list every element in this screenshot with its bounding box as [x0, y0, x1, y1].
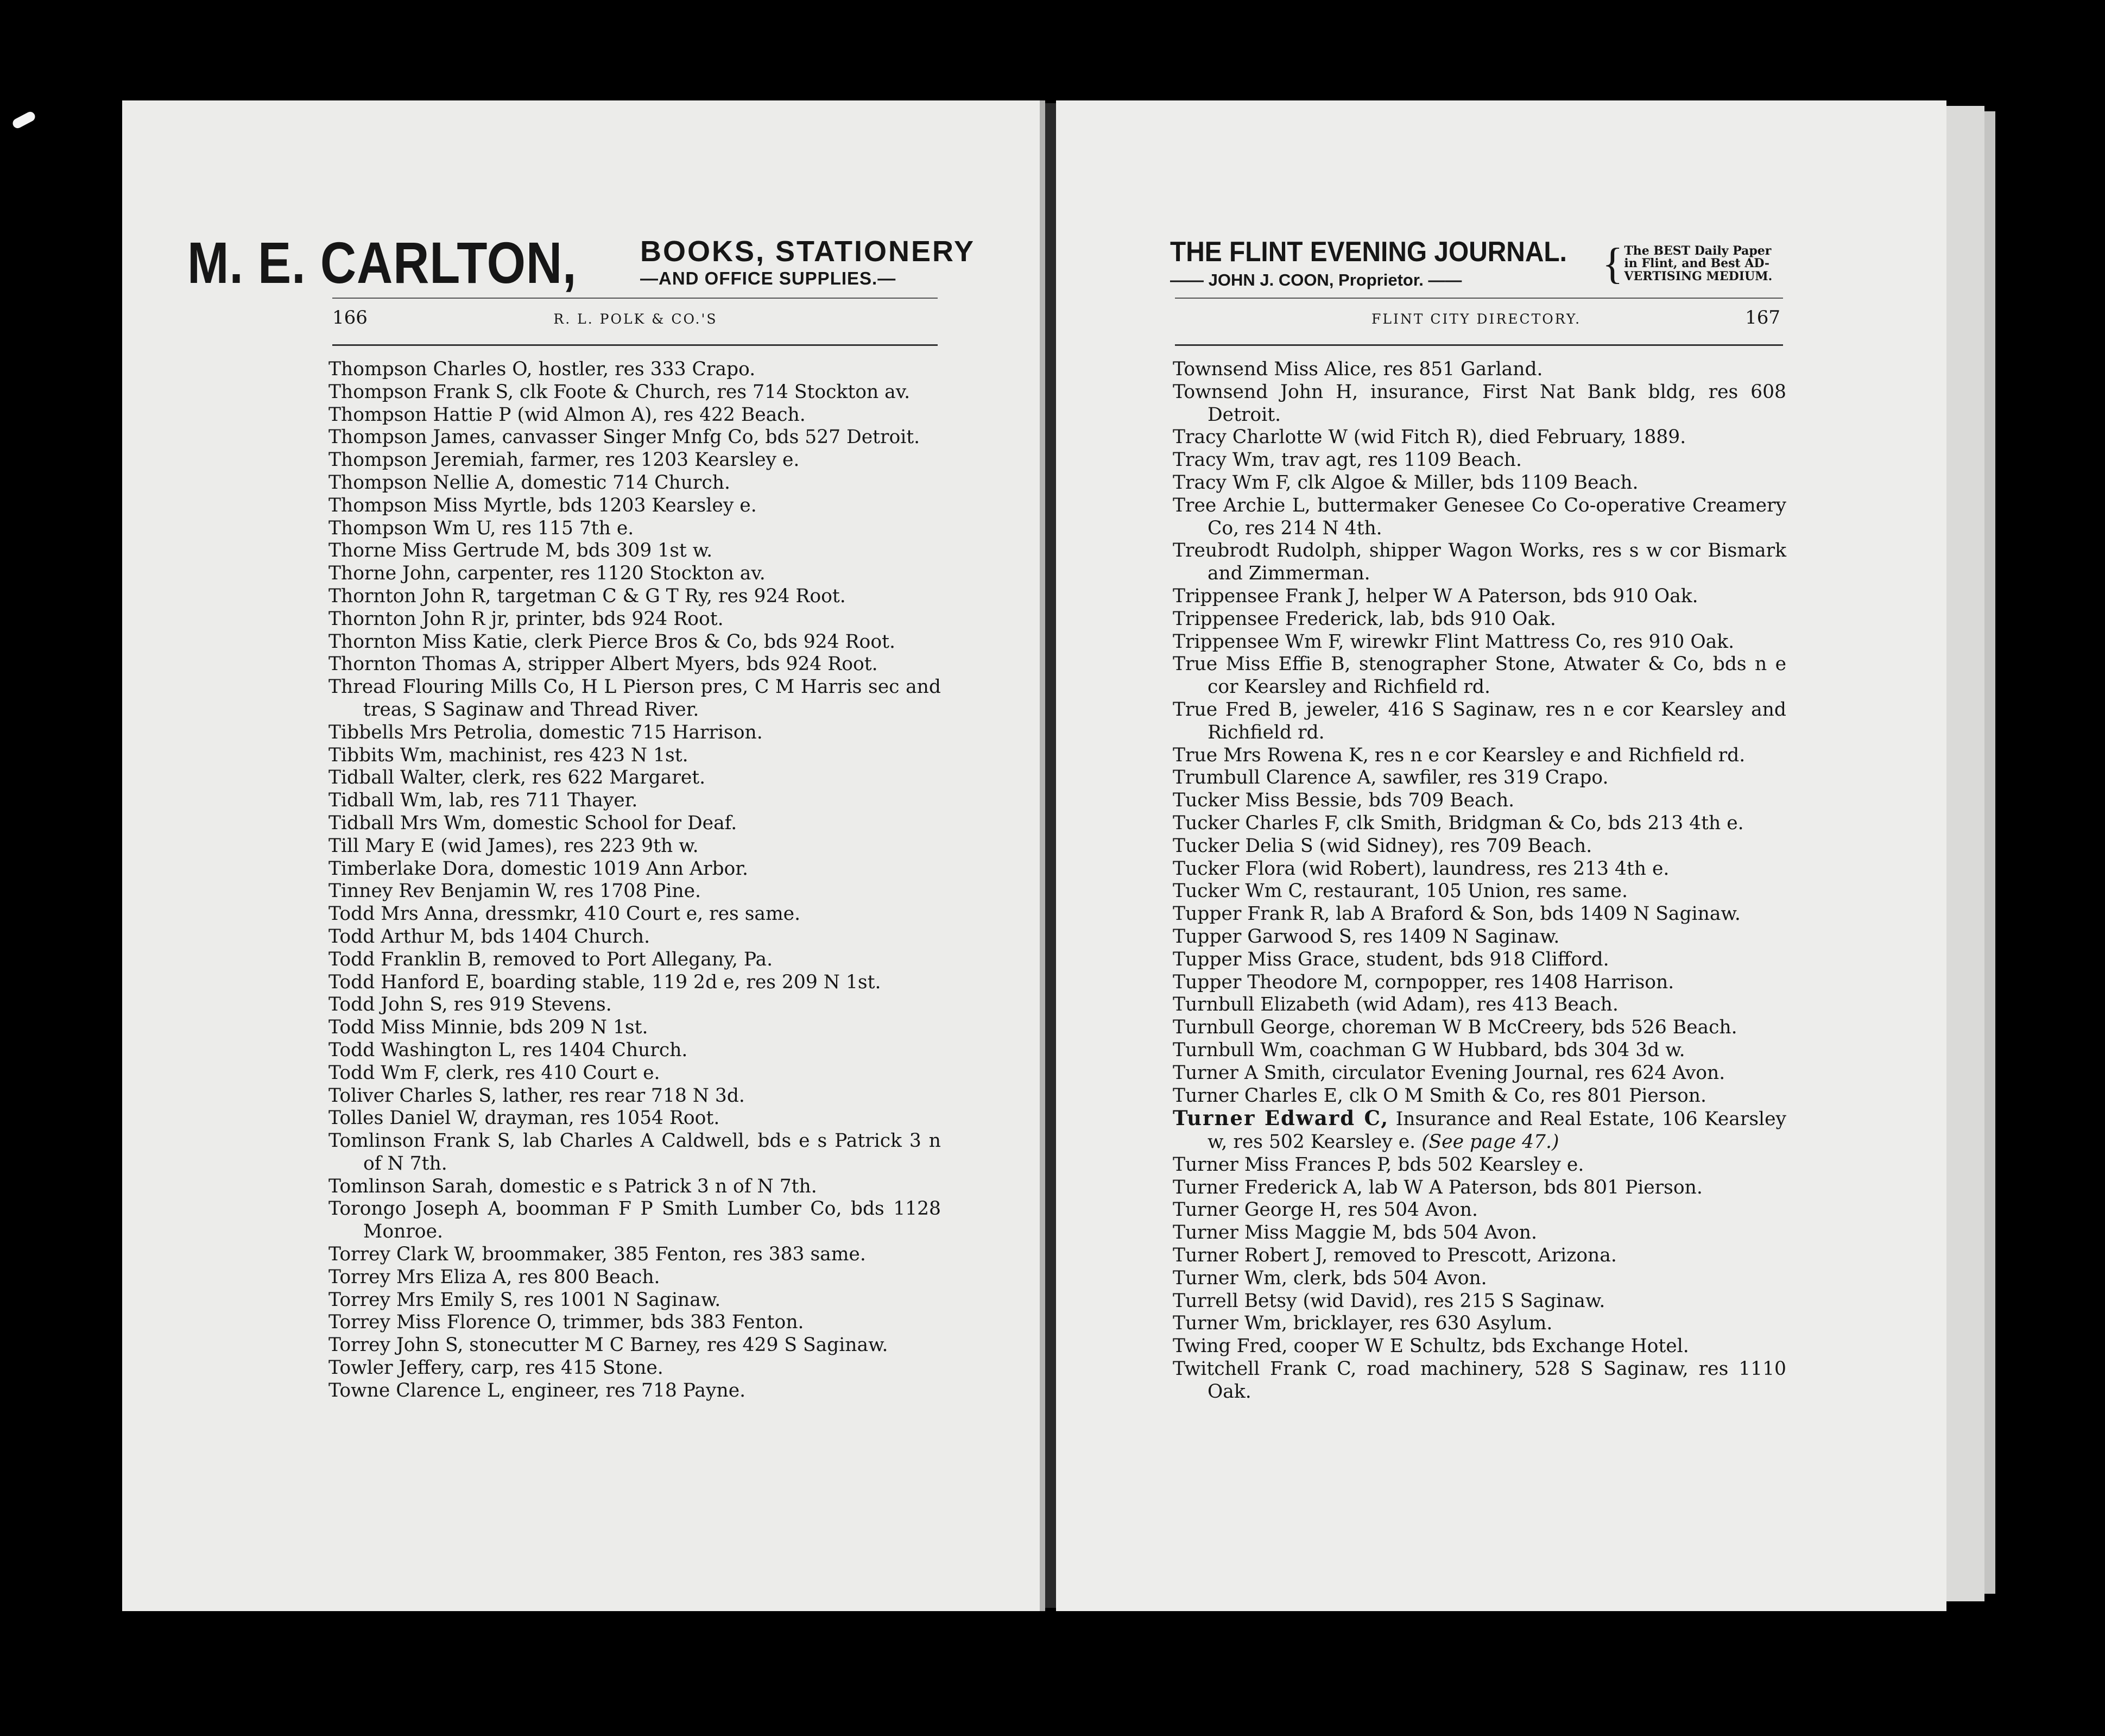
directory-entry: Turnbull George, choreman W B McCreery, bds 526 Beach. [1173, 1017, 1737, 1039]
journal-side-1: The BEST Daily Paper [1624, 244, 1772, 258]
directory-entry: Tracy Wm F, clk Algoe & Miller, bds 1109 Beach. [1173, 471, 1639, 494]
directory-entry: Tidball Mrs Wm, domestic School for Deaf. [328, 812, 737, 834]
directory-entry: Tomlinson Frank S, lab Charles A Caldwell, bds e s Patrick 3 n of N 7th. [328, 1130, 941, 1175]
directory-entry: Timberlake Dora, domestic 1019 Ann Arbor. [328, 857, 748, 880]
directory-entry: Tucker Miss Bessie, bds 709 Beach. [1173, 790, 1515, 812]
directory-entry: Tupper Miss Grace, student, bds 918 Clifford. [1173, 948, 1609, 970]
brace-glyph: { [1602, 240, 1623, 288]
directory-entry: Turner George H, res 504 Avon. [1173, 1199, 1478, 1221]
directory-entry: Twitchell Frank C, road machinery, 528 S Saginaw, res 1110 Oak. [1173, 1358, 1786, 1403]
carlton-name: M. E. CARLTON, [187, 230, 577, 295]
journal-main [1170, 238, 1599, 290]
left-page-header [332, 307, 936, 329]
page-number-right: 167 [1745, 307, 1780, 329]
left-directory-entries [328, 358, 941, 1403]
directory-entry: Turrell Betsy (wid David), res 215 S Saginaw. [1173, 1290, 1605, 1312]
directory-entry: Towler Jeffery, carp, res 415 Stone. [328, 1357, 663, 1379]
journal-side-2: in Flint, and Best AD- [1624, 256, 1770, 271]
page-edge [1946, 106, 1984, 1601]
directory-entry: Turner Frederick A, lab W A Paterson, bds 801 Pierson. [1173, 1176, 1703, 1198]
directory-entry: Turner Charles E, clk O M Smith & Co, res 801 Pierson. [1173, 1084, 1706, 1107]
carlton-advertisement [187, 230, 976, 295]
journal-proprietor: —— JOHN J. COON, Proprietor. —— [1170, 270, 1462, 289]
featured-name: Turner Edward C, [1173, 1106, 1389, 1131]
directory-entry: Towne Clarence L, engineer, res 718 Payne. [328, 1379, 746, 1402]
directory-entry: Todd Wm F, clerk, res 410 Court e. [328, 1062, 660, 1084]
directory-entry: Till Mary E (wid James), res 223 9th w. [328, 835, 699, 857]
directory-entry: Thread Flouring Mills Co, H L Pierson pres, C M Harris sec and treas, S Saginaw and Thread River. [328, 676, 941, 721]
directory-entry: Trippensee Frederick, lab, bds 910 Oak. [1173, 608, 1556, 630]
directory-entry: Torrey Clark W, broommaker, 385 Fenton, res 383 same. [328, 1243, 866, 1266]
directory-entry: True Fred B, jeweler, 416 S Saginaw, res n e cor Kearsley and Richfield rd. [1173, 698, 1786, 743]
directory-entry: True Mrs Rowena K, res n e cor Kearsley e and Richfield rd. [1173, 744, 1746, 766]
directory-entry: Turner Wm, clerk, bds 504 Avon. [1173, 1267, 1487, 1289]
page-number-left: 166 [332, 307, 368, 329]
header-top-rule-right [1175, 298, 1783, 299]
directory-entry: Thompson Miss Myrtle, bds 1203 Kearsley e. [328, 494, 757, 516]
header-rule-right [1175, 344, 1783, 346]
directory-entry: Todd Mrs Anna, dressmkr, 410 Court e, res same. [328, 903, 801, 925]
journal-sideline [1624, 245, 1772, 282]
directory-entry: Thornton John R, targetman C & G T Ry, res 924 Root. [328, 585, 846, 607]
directory-entry: Turnbull Wm, coachman G W Hubbard, bds 304 3d w. [1173, 1039, 1685, 1061]
directory-entry: Trippensee Wm F, wirewkr Flint Mattress Co, res 910 Oak. [1173, 630, 1735, 653]
directory-entry: Twing Fred, cooper W E Schultz, bds Exchange Hotel. [1173, 1335, 1689, 1358]
directory-entry: Trumbull Clarence A, sawfiler, res 319 Crapo. [1173, 767, 1609, 789]
directory-entry: Toliver Charles S, lather, res rear 718 N 3d. [328, 1084, 745, 1107]
directory-entry: Thorne Miss Gertrude M, bds 309 1st w. [328, 540, 713, 562]
directory-entry: Tomlinson Sarah, domestic e s Patrick 3 n of N 7th. [328, 1175, 817, 1197]
journal-side-3: VERTISING MEDIUM. [1624, 269, 1773, 283]
directory-entry: Tupper Frank R, lab A Braford & Son, bds 1409 N Saginaw. [1173, 903, 1741, 925]
featured-directory-entry [1173, 1107, 1786, 1154]
directory-entry: Todd John S, res 919 Stevens. [328, 994, 612, 1016]
directory-entry: Tucker Flora (wid Robert), laundress, res 213 4th e. [1173, 857, 1670, 880]
directory-entry: Thompson Wm U, res 115 7th e. [328, 517, 634, 539]
directory-entry: Tree Archie L, buttermaker Genesee Co Co-operative Creamery Co, res 214 N 4th. [1173, 494, 1786, 539]
directory-entry: Turner Wm, bricklayer, res 630 Asylum. [1173, 1312, 1553, 1335]
directory-entry: Thompson Charles O, hostler, res 333 Crapo. [328, 358, 756, 380]
directory-entry: Thorne John, carpenter, res 1120 Stockton av. [328, 563, 766, 585]
directory-entry: Turner Robert J, removed to Prescott, Arizona. [1173, 1245, 1617, 1267]
directory-entry: Todd Arthur M, bds 1404 Church. [328, 925, 650, 948]
journal-advertisement [1170, 238, 1772, 290]
running-head-right: FLINT CITY DIRECTORY. [1371, 311, 1582, 327]
directory-entry: Thompson James, canvasser Singer Mnfg Co, bds 527 Detroit. [328, 426, 920, 449]
book-spine [1045, 103, 1056, 1608]
carlton-line-1: BOOKS, STATIONERY [640, 235, 976, 268]
directory-entry: Todd Washington L, res 1404 Church. [328, 1039, 688, 1061]
directory-entry: Thompson Frank S, clk Foote & Church, res 714 Stockton av. [328, 381, 911, 403]
directory-entry: Torongo Joseph A, boomman F P Smith Lumber Co, bds 1128 Monroe. [328, 1198, 941, 1243]
directory-entry: Treubrodt Rudolph, shipper Wagon Works, res s w cor Bismark and Zimmerman. [1173, 540, 1786, 585]
directory-entry: Trippensee Frank J, helper W A Paterson, bds 910 Oak. [1173, 585, 1698, 607]
directory-entry: Townsend John H, insurance, First Nat Bank bldg, res 608 Detroit. [1173, 381, 1786, 426]
directory-entry: Tucker Wm C, restaurant, 105 Union, res same. [1173, 880, 1628, 902]
carlton-line-2: —AND OFFICE SUPPLIES.— [640, 268, 896, 288]
featured-text: Insurance and Real Estate, 106 Kearsley w, res 502 Kearsley e. [1208, 1108, 1786, 1153]
carlton-tagline [640, 237, 975, 289]
directory-entry: Tracy Wm, trav agt, res 1109 Beach. [1173, 449, 1522, 471]
directory-entry: Thompson Nellie A, domestic 714 Church. [328, 471, 730, 494]
directory-entry: Torrey Miss Florence O, trimmer, bds 383 Fenton. [328, 1311, 804, 1334]
directory-entry: Turner Miss Frances P, bds 502 Kearsley e. [1173, 1153, 1584, 1176]
directory-entry: Todd Hanford E, boarding stable, 119 2d e, res 209 N 1st. [328, 971, 881, 993]
directory-entry: Tucker Charles F, clk Smith, Bridgman & Co, bds 213 4th e. [1173, 812, 1744, 834]
right-page-header [1175, 307, 1780, 329]
directory-entry: Thompson Hattie P (wid Almon A), res 422 Beach. [328, 403, 806, 426]
directory-entry: Tidball Walter, clerk, res 622 Margaret. [328, 767, 706, 789]
directory-entry: Townsend Miss Alice, res 851 Garland. [1173, 358, 1543, 380]
directory-entry: Torrey John S, stonecutter M C Barney, res 429 S Saginaw. [328, 1334, 888, 1356]
directory-entry: Torrey Mrs Emily S, res 1001 N Saginaw. [328, 1289, 721, 1311]
directory-entry: Thornton Miss Katie, clerk Pierce Bros & Co, bds 924 Root. [328, 630, 895, 653]
directory-entry: Tucker Delia S (wid Sidney), res 709 Beach. [1173, 835, 1592, 857]
directory-entry: Todd Franklin B, removed to Port Allegany, Pa. [328, 948, 773, 970]
directory-entry: Tibbells Mrs Petrolia, domestic 715 Harrison. [328, 721, 763, 743]
directory-entry: Turner A Smith, circulator Evening Journal, res 624 Avon. [1173, 1062, 1725, 1084]
directory-entry: Tidball Wm, lab, res 711 Thayer. [328, 790, 638, 812]
page-edge-shadow [1984, 111, 1995, 1594]
directory-entry: Tinney Rev Benjamin W, res 1708 Pine. [328, 880, 701, 902]
directory-entry: Tibbits Wm, machinist, res 423 N 1st. [328, 744, 688, 766]
directory-entry: True Miss Effie B, stenographer Stone, Atwater & Co, bds n e cor Kearsley and Richfield rd. [1173, 653, 1786, 698]
journal-name: THE FLINT EVENING JOURNAL. [1170, 236, 1567, 268]
directory-entry: Tracy Charlotte W (wid Fitch R), died February, 1889. [1173, 426, 1686, 449]
film-edge-mark [11, 110, 36, 130]
running-head-left: R. L. POLK & CO.'S [553, 311, 718, 327]
directory-entry: Tolles Daniel W, drayman, res 1054 Root. [328, 1107, 720, 1129]
directory-entry: Turner Miss Maggie M, bds 504 Avon. [1173, 1222, 1537, 1244]
header-rule-left [332, 344, 938, 346]
directory-entry: Thompson Jeremiah, farmer, res 1203 Kearsley e. [328, 449, 800, 471]
directory-entry: Todd Miss Minnie, bds 209 N 1st. [328, 1017, 648, 1039]
directory-entry: Tupper Theodore M, cornpopper, res 1408 Harrison. [1173, 971, 1674, 993]
header-top-rule-left [332, 298, 938, 299]
directory-entry: Tupper Garwood S, res 1409 N Saginaw. [1173, 925, 1560, 948]
featured-reference: (See page 47.) [1421, 1131, 1559, 1153]
directory-entry: Thornton Thomas A, stripper Albert Myers, bds 924 Root. [328, 653, 878, 676]
directory-entry: Thornton John R jr, printer, bds 924 Root. [328, 608, 724, 630]
directory-entry: Turnbull Elizabeth (wid Adam), res 413 Beach. [1173, 994, 1619, 1016]
directory-entry: Torrey Mrs Eliza A, res 800 Beach. [328, 1266, 660, 1288]
right-directory-entries [1173, 358, 1786, 1404]
